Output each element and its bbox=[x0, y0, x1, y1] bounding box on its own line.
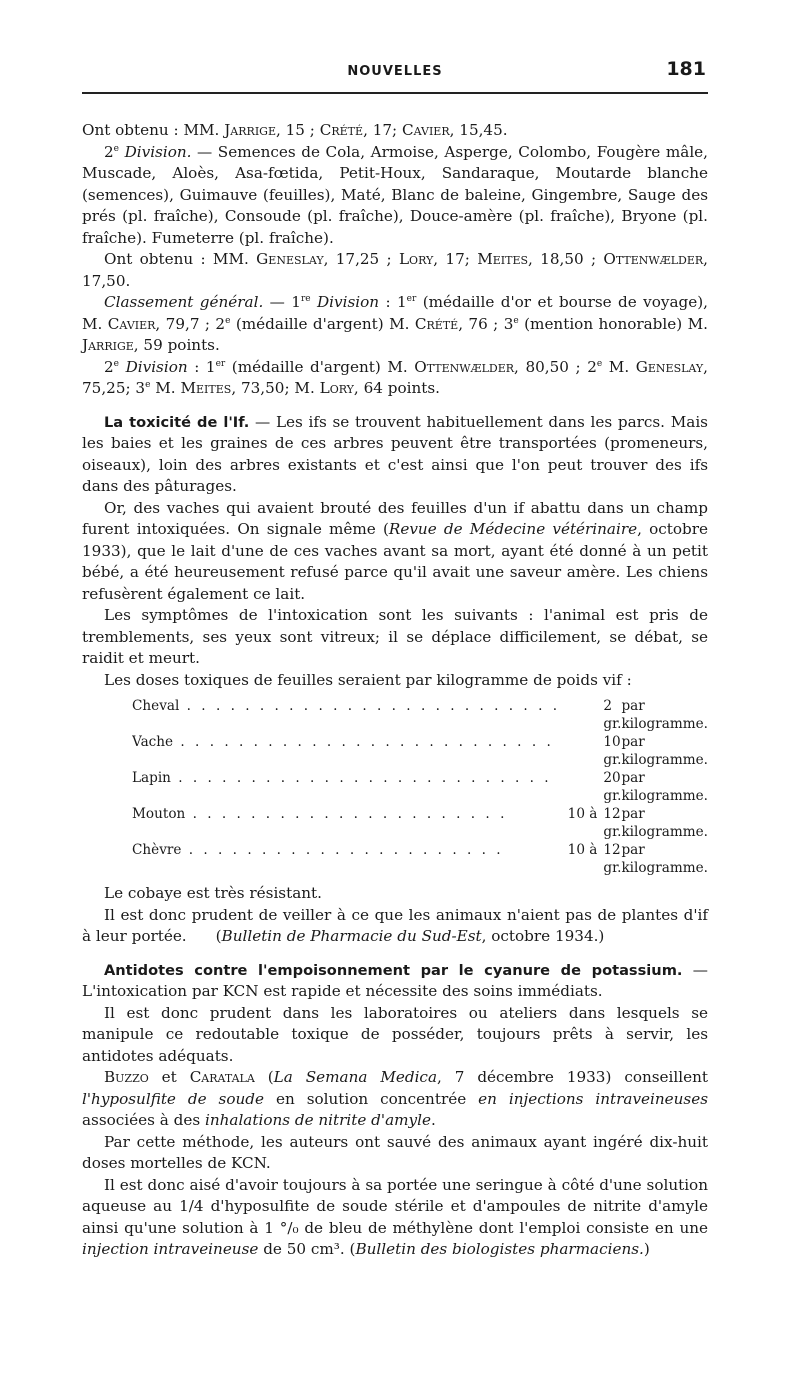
kcn-syringe-paragraph: Il est donc aisé d'avoir toujours à sa portée une seringue à côté d'une solution aqueuse au 1/4 d'hyposulfite de soude stérile et d'ampoules de nitrite d'amyle ainsi qu'une solution à 1 °/₀ de bleu de méthylène dont l'emploi consiste en une injection intraveineuse de 50 cm³. (Bulletin des biologistes pharmaciens.) bbox=[82, 1175, 708, 1258]
page bbox=[82, 52, 708, 1261]
page-body bbox=[82, 94, 708, 1261]
division-2-ranking-paragraph: 2e Division : 1er (médaille d'argent) M. Ottenwælder, 80,50 ; 2e M. Geneslay, 75,25; 3e M. Meites, 73,50; M. Lory, 64 points. bbox=[82, 357, 708, 397]
toxic-doses-table bbox=[132, 697, 708, 877]
yew-cows-paragraph: Or, des vaches qui avaient brouté des feuilles d'un if abattu dans un champ furent intoxiquées. On signale même (Revue de Médecine vétérinaire, octobre 1933), que le lait d'une de ces vaches avant sa mort, ayant été donné à un petit bébé, a été heureusement refusé parce qu'il avait une saveur amère. Les chiens refusèrent également ce lait. bbox=[82, 498, 708, 603]
table-row: Vache . . . . . . . . . . . . . . . . . . . . . . . . . . 10 gr. par kilogramme. bbox=[132, 734, 709, 768]
results-paragraph-1: Ont obtenu : MM. Jarrige, 15 ; Crété, 17; Cavier, 15,45. bbox=[82, 121, 508, 139]
table-row: Mouton . . . . . . . . . . . . . . . . . . . . . . 10 à 12 gr. par kilogramme. bbox=[132, 806, 709, 840]
table-row: Cheval . . . . . . . . . . . . . . . . . . . . . . . . . . 2 gr. par kilogramme. bbox=[132, 698, 709, 732]
yew-toxicity-intro: La toxicité de l'If. — Les ifs se trouvent habituellement dans les parcs. Mais les baies et les graines de ces arbres peuvent être transportées (promeneurs, oiseaux), loin des arbres existants et c'est ainsi que l'on peut trouver des ifs dans des pâturages. bbox=[82, 412, 708, 495]
yew-symptoms-paragraph: Les symptômes de l'intoxication sont les suivants : l'animal est pris de tremblements, ses yeux sont vitreux; il se déplace difficilement, se débat, se raidit et meurt. bbox=[82, 606, 708, 667]
general-ranking-paragraph: Classement général. — 1re Division : 1er (médaille d'or et bourse de voyage), M. Cavier, 79,7 ; 2e (médaille d'argent) M. Crété, 76 ; 3e (mention honorable) M. Jarrige, 59 points. bbox=[82, 293, 708, 354]
running-head: NOUVELLES bbox=[347, 64, 443, 79]
yew-guinea-pig-paragraph: Le cobaye est très résistant. bbox=[104, 884, 322, 902]
division-2-paragraph: 2e Division. — Semences de Cola, Armoise, Asperge, Colombo, Fougère mâle, Muscade, Aloès, Asa-fœtida, Petit-Houx, Sandaraque, Moutarde blanche (semences), Guimauve (feuilles), Maté, Blanc de baleine, Gingembre, Sauge des prés (pl. fraîche), Consoude (pl. fraîche), Douce-amère (pl. fraîche), Bryone (pl. fraîche). Fumeterre (pl. fraîche). bbox=[82, 142, 708, 247]
kcn-treatment-paragraph: Buzzo et Caratala (La Semana Medica, 7 décembre 1933) conseillent l'hyposulfite de soude en solution concentrée en injections intraveineuses associées à des inhalations de nitrite d'amyle. bbox=[82, 1068, 708, 1129]
section-heading-kcn: Antidotes contre l'empoisonnement par le cyanure de potassium. bbox=[104, 961, 683, 979]
kcn-intro: Antidotes contre l'empoisonnement par le cyanure de potassium. — L'intoxication par KCN est rapide et nécessite des soins immédiats. bbox=[82, 960, 708, 1000]
kcn-result-paragraph: Par cette méthode, les auteurs ont sauvé des animaux ayant ingéré dix-huit doses mortelles de KCN. bbox=[82, 1132, 708, 1172]
page-number: 181 bbox=[666, 58, 706, 80]
yew-doses-paragraph: Les doses toxiques de feuilles seraient par kilogramme de poids vif : bbox=[104, 670, 632, 689]
table-row: Lapin . . . . . . . . . . . . . . . . . . . . . . . . . . 20 gr. par kilogramme. bbox=[132, 770, 709, 804]
kcn-prudence-paragraph: Il est donc prudent dans les laboratoires ou ateliers dans lesquels se manipule ce redoutable toxique de posséder, toujours prêts à servir, les antidotes adéquats. bbox=[82, 1003, 708, 1065]
page-header bbox=[82, 52, 708, 94]
results-paragraph-2: Ont obtenu : MM. Geneslay, 17,25 ; Lory, 17; Meites, 18,50 ; Ottenwælder, 17,50. bbox=[82, 250, 708, 290]
section-heading-yew: La toxicité de l'If. bbox=[104, 413, 250, 431]
table-row: Chèvre . . . . . . . . . . . . . . . . . . . . . . 10 à 12 gr. par kilogramme. bbox=[132, 842, 709, 876]
yew-conclusion-paragraph: Il est donc prudent de veiller à ce que les animaux n'aient pas de plantes d'if à leur portée. (Bulletin de Pharmacie du Sud-Est, octobre 1934.) bbox=[82, 905, 708, 945]
